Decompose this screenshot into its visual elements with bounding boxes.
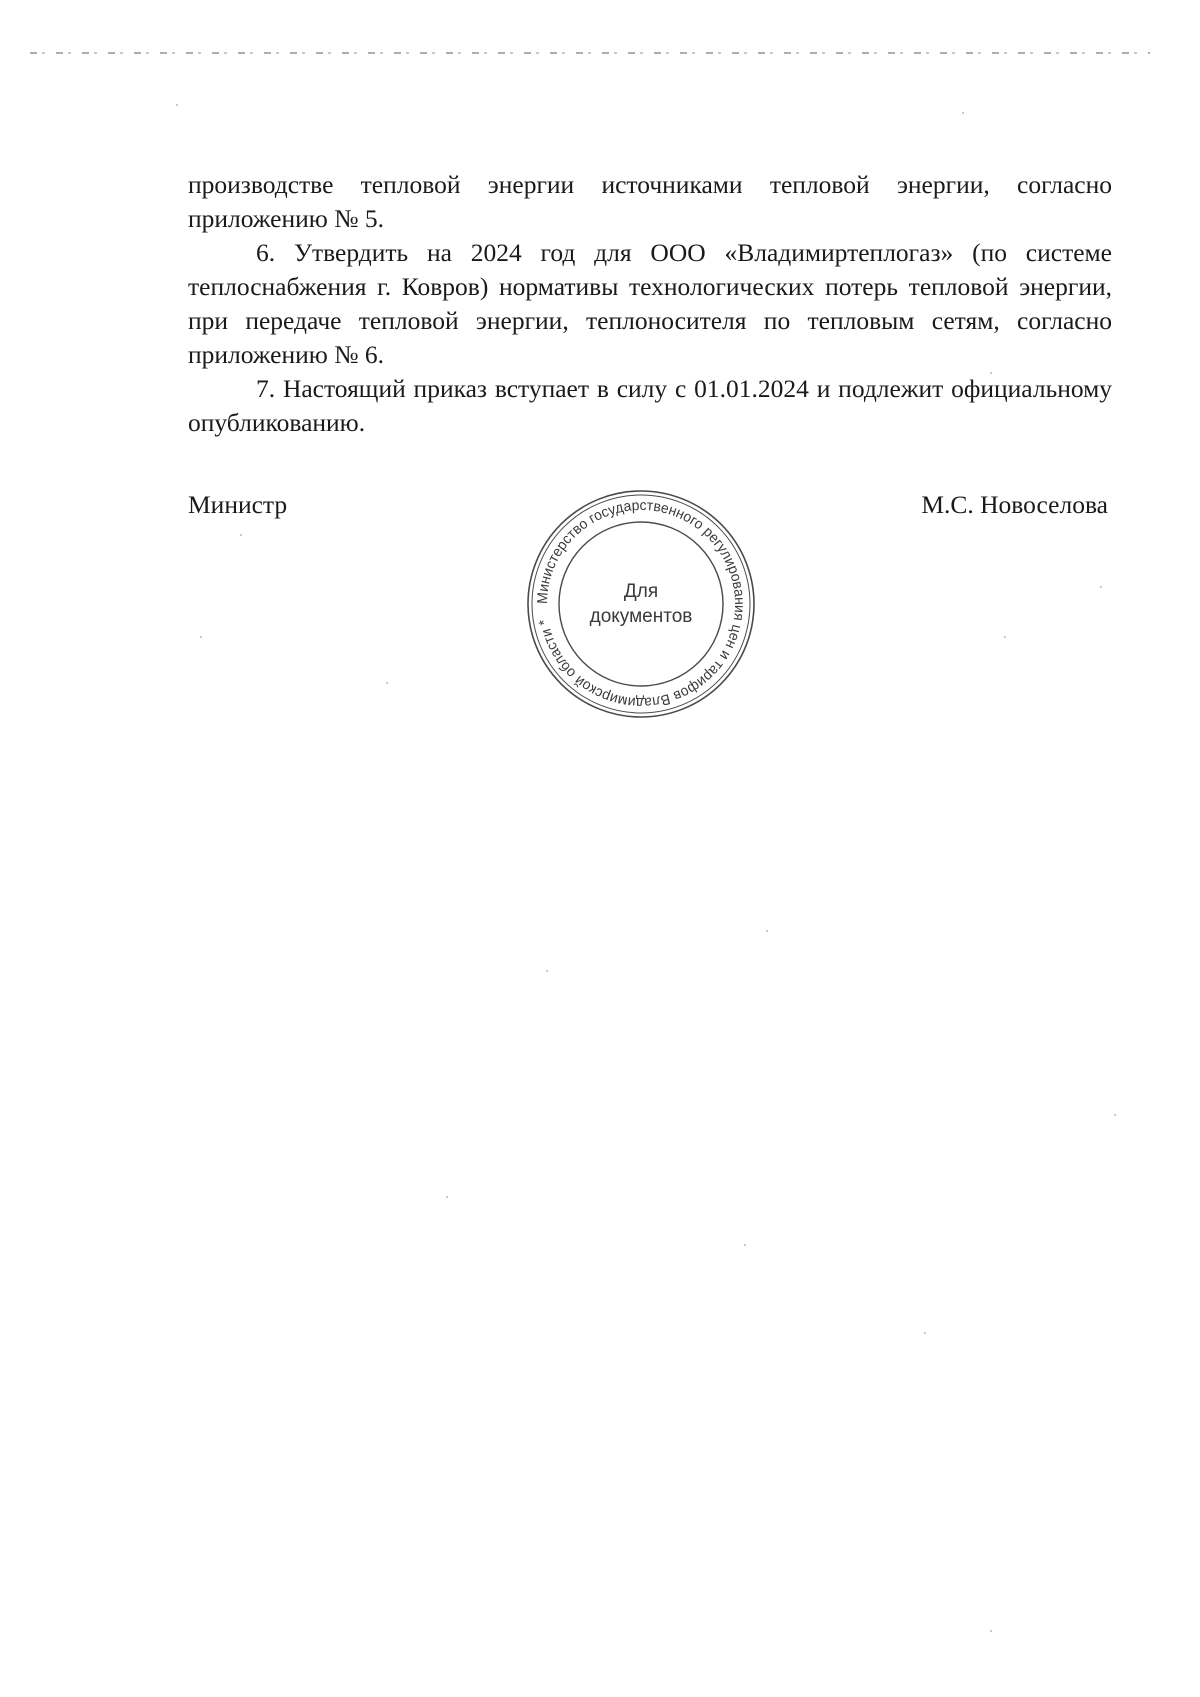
stamp-center-text xyxy=(525,488,757,720)
scan-speck xyxy=(176,104,178,106)
paragraph-item-6: 6. Утвердить на 2024 год для ООО «Владимиртеплогаз» (по системе теплоснабжения г. Ковров) нормативы технологических потерь тепловой энергии, при передаче тепловой энергии, теплоносителя по тепловым сетям, согласно приложению № 6. xyxy=(188,238,1112,369)
stamp-center-line-2: документов xyxy=(589,606,693,627)
scan-speck xyxy=(446,1196,448,1198)
stamp-center-line-1: Для xyxy=(623,581,659,602)
scan-speck xyxy=(990,1630,992,1632)
scan-speck xyxy=(546,970,548,972)
stamp-ring-text: Министерство государственного регулирования цен и тарифов Владимирской области * xyxy=(534,497,748,711)
scan-edge-artifact xyxy=(30,52,1150,54)
scan-speck xyxy=(200,636,202,638)
scan-speck xyxy=(386,682,388,684)
scan-speck xyxy=(744,1244,746,1246)
scan-speck xyxy=(1100,586,1102,588)
scan-speck xyxy=(766,930,768,932)
signatory-title: Министр xyxy=(188,490,288,519)
scan-speck xyxy=(962,112,964,114)
scan-speck xyxy=(924,1332,926,1334)
scan-speck xyxy=(1114,1114,1116,1116)
scan-speck xyxy=(1004,636,1006,638)
paragraph-item-7: 7. Настоящий приказ вступает в силу с 01.01.2024 и подлежит официальному опубликованию. xyxy=(188,374,1112,437)
order-body-text xyxy=(188,168,1112,440)
scan-speck xyxy=(240,534,242,536)
signatory-name: М.С. Новоселова xyxy=(921,490,1108,519)
official-stamp xyxy=(525,488,757,720)
paragraph-continuation: производстве тепловой энергии источниками тепловой энергии, согласно приложению № 5. xyxy=(188,170,1112,233)
